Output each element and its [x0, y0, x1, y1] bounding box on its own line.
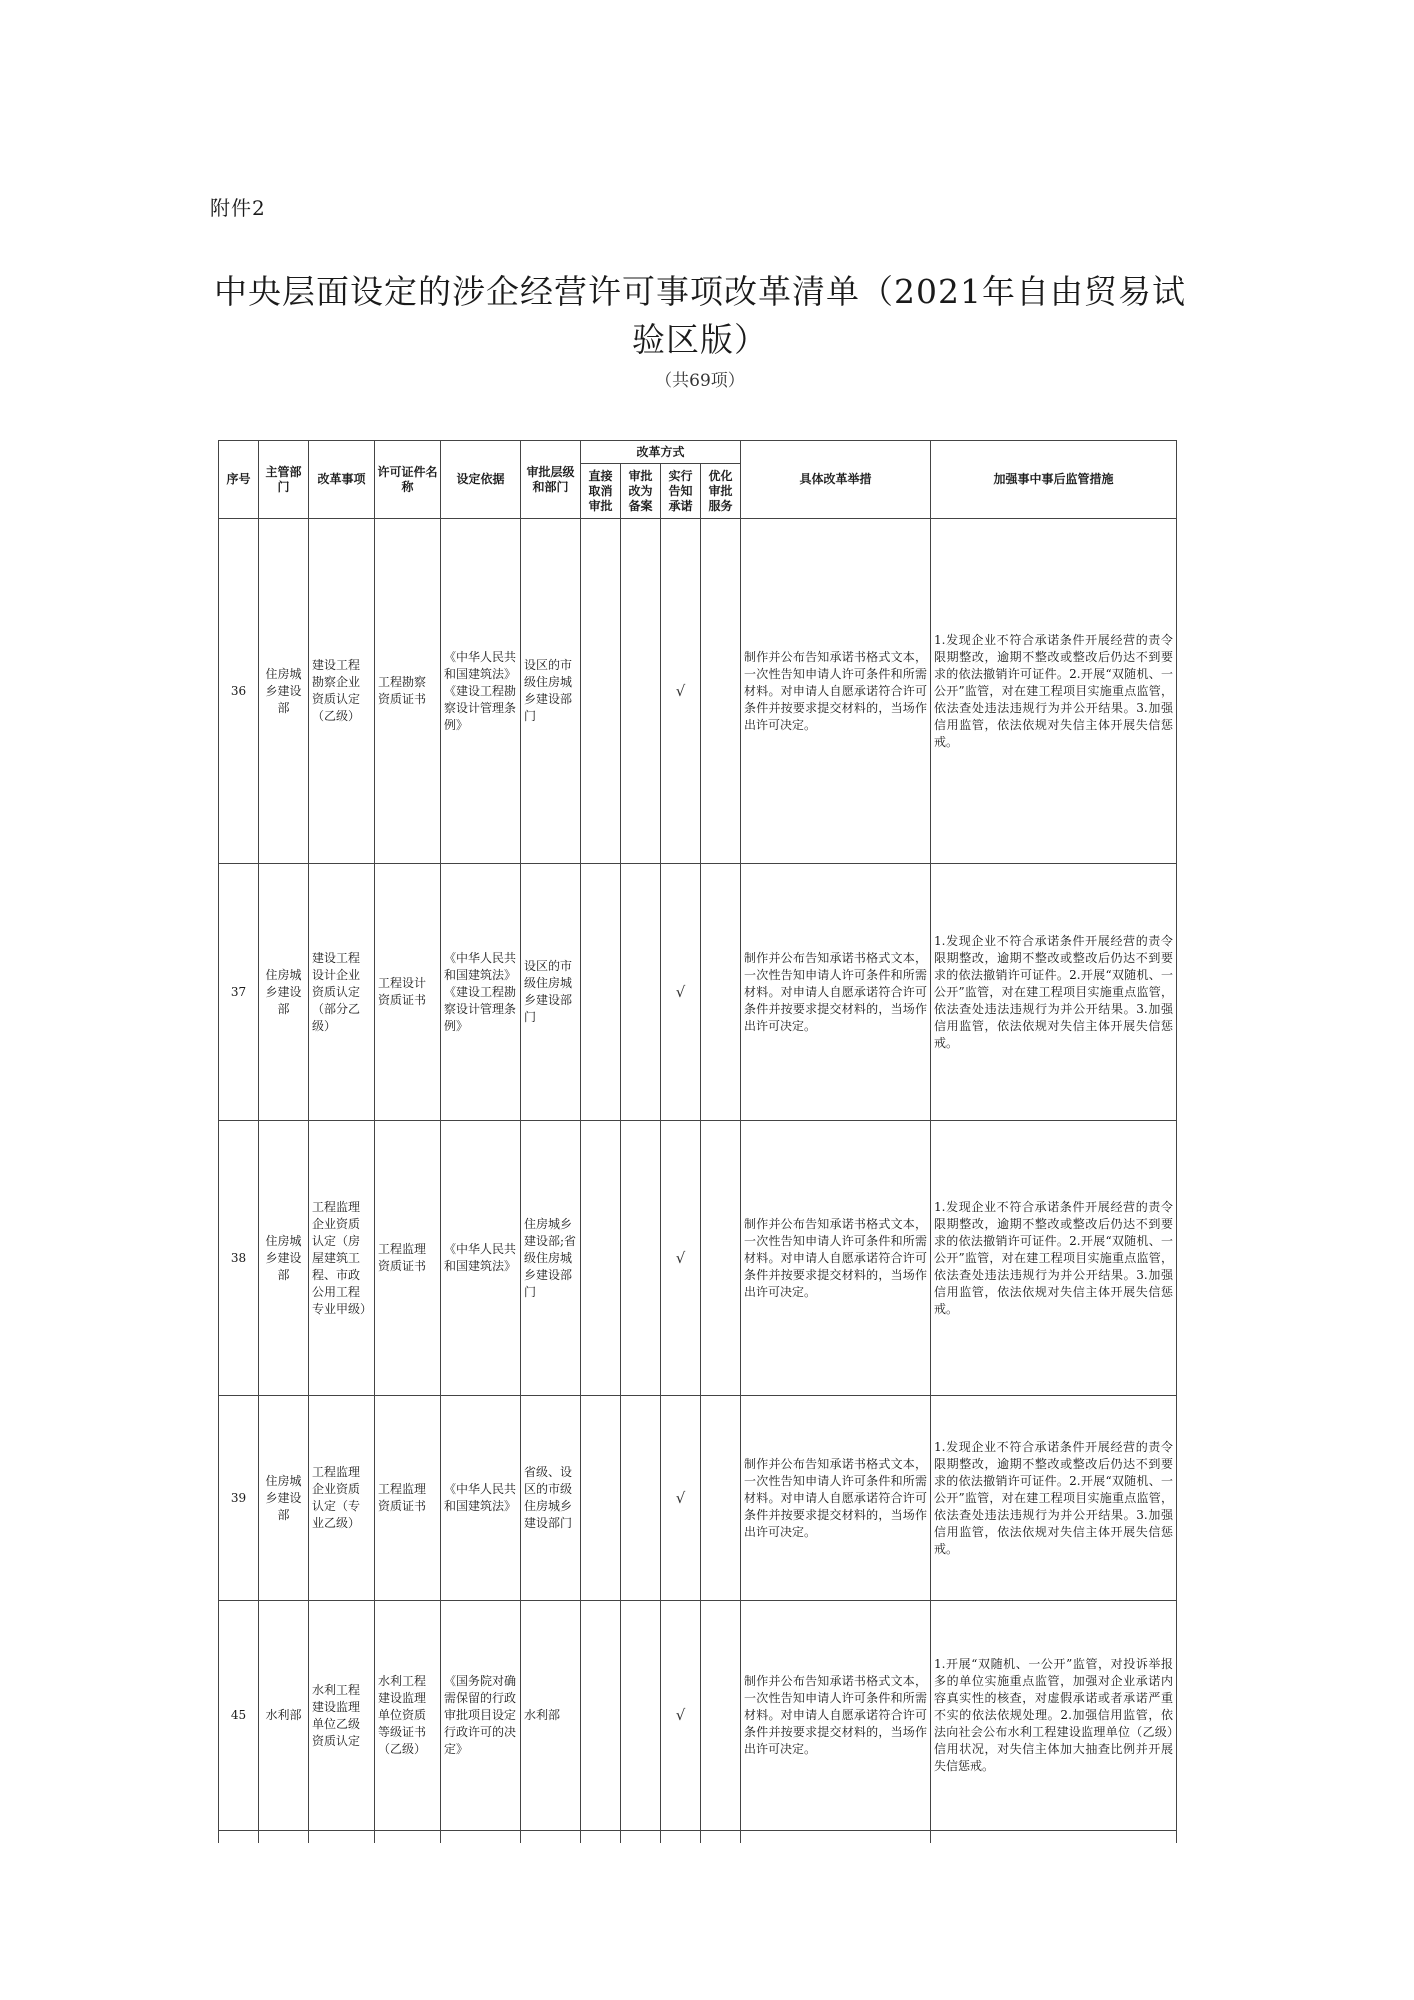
cell-item: 建设工程勘察企业资质认定（乙级）	[309, 519, 375, 864]
cell-cancel-approval	[581, 1121, 621, 1396]
header-dept: 主管部门	[259, 441, 309, 519]
cell-change-to-filing	[621, 519, 661, 864]
continuation-cell	[309, 1831, 375, 1844]
cell-seq: 38	[219, 1121, 259, 1396]
cell-seq: 45	[219, 1601, 259, 1831]
cell-approval: 住房城乡建设部;省级住房城乡建设部门	[521, 1121, 581, 1396]
continuation-cell	[741, 1831, 931, 1844]
cell-basis: 《中华人民共和国建筑法》	[441, 1121, 521, 1396]
cell-measures: 制作并公布告知承诺书格式文本，一次性告知申请人许可条件和所需材料。对申请人自愿承诺符合许可条件并按要求提交材料的，当场作出许可决定。	[741, 1121, 931, 1396]
cell-dept: 水利部	[259, 1601, 309, 1831]
cell-dept: 住房城乡建设部	[259, 1396, 309, 1601]
check-mark-icon: √	[661, 1121, 701, 1396]
cell-license: 水利工程建设监理单位资质等级证书（乙级）	[375, 1601, 441, 1831]
cell-approval: 省级、设区的市级住房城乡建设部门	[521, 1396, 581, 1601]
table-row	[219, 1396, 1177, 1601]
cell-cancel-approval	[581, 1396, 621, 1601]
cell-cancel-approval	[581, 519, 621, 864]
reform-list-table	[218, 440, 1177, 1843]
header-notification-commitment: 实行告知承诺	[661, 464, 701, 519]
header-cancel-approval: 直接取消审批	[581, 464, 621, 519]
cell-change-to-filing	[621, 864, 661, 1121]
cell-cancel-approval	[581, 1601, 621, 1831]
cell-seq: 37	[219, 864, 259, 1121]
cell-supervision: 1.发现企业不符合承诺条件开展经营的责令限期整改，逾期不整改或整改后仍达不到要求的依法撤销许可证件。2.开展“双随机、一公开”监管，对在建工程项目实施重点监管，依法查处违法违规行为并公开结果。3.加强信用监管，依法依规对失信主体开展失信惩戒。	[931, 519, 1177, 864]
header-reform-method: 改革方式	[581, 441, 741, 464]
cell-change-to-filing	[621, 1601, 661, 1831]
cell-supervision: 1.发现企业不符合承诺条件开展经营的责令限期整改，逾期不整改或整改后仍达不到要求的依法撤销许可证件。2.开展“双随机、一公开”监管，对在建工程项目实施重点监管，依法查处违法违规行为并公开结果。3.加强信用监管，依法依规对失信主体开展失信惩戒。	[931, 1121, 1177, 1396]
cell-seq: 36	[219, 519, 259, 864]
header-basis: 设定依据	[441, 441, 521, 519]
cell-approval: 设区的市级住房城乡建设部门	[521, 864, 581, 1121]
cell-optimize-service	[701, 1121, 741, 1396]
continuation-cell	[621, 1831, 661, 1844]
continuation-cell	[581, 1831, 621, 1844]
header-seq: 序号	[219, 441, 259, 519]
table-row	[219, 1121, 1177, 1396]
cell-supervision: 1.发现企业不符合承诺条件开展经营的责令限期整改，逾期不整改或整改后仍达不到要求的依法撤销许可证件。2.开展“双随机、一公开”监管，对在建工程项目实施重点监管，依法查处违法违规行为并公开结果。3.加强信用监管，依法依规对失信主体开展失信惩戒。	[931, 1396, 1177, 1601]
cell-optimize-service	[701, 864, 741, 1121]
header-optimize-service: 优化审批服务	[701, 464, 741, 519]
cell-approval: 设区的市级住房城乡建设部门	[521, 519, 581, 864]
continuation-cell	[931, 1831, 1177, 1844]
cell-cancel-approval	[581, 864, 621, 1121]
cell-dept: 住房城乡建设部	[259, 519, 309, 864]
table-row	[219, 1601, 1177, 1831]
cell-supervision: 1.开展“双随机、一公开”监管，对投诉举报多的单位实施重点监管，加强对企业承诺内容真实性的核查，对虚假承诺或者承诺严重不实的依法依规处理。2.加强信用监管，依法向社会公布水利工程建设监理单位（乙级）信用状况，对失信主体加大抽查比例并开展失信惩戒。	[931, 1601, 1177, 1831]
header-change-to-filing: 审批改为备案	[621, 464, 661, 519]
cell-optimize-service	[701, 1601, 741, 1831]
header-license: 许可证件名称	[375, 441, 441, 519]
cell-license: 工程勘察资质证书	[375, 519, 441, 864]
check-mark-icon: √	[661, 1396, 701, 1601]
continuation-cell	[521, 1831, 581, 1844]
header-item: 改革事项	[309, 441, 375, 519]
cell-measures: 制作并公布告知承诺书格式文本，一次性告知申请人许可条件和所需材料。对申请人自愿承诺符合许可条件并按要求提交材料的，当场作出许可决定。	[741, 519, 931, 864]
cell-measures: 制作并公布告知承诺书格式文本，一次性告知申请人许可条件和所需材料。对申请人自愿承诺符合许可条件并按要求提交材料的，当场作出许可决定。	[741, 1396, 931, 1601]
continuation-cell	[661, 1831, 701, 1844]
item-count: （共69项）	[655, 371, 745, 391]
check-mark-icon: √	[661, 864, 701, 1121]
cell-approval: 水利部	[521, 1601, 581, 1831]
continuation-cell	[441, 1831, 521, 1844]
cell-optimize-service	[701, 519, 741, 864]
table-row	[219, 864, 1177, 1121]
continuation-cell	[259, 1831, 309, 1844]
table-body	[219, 519, 1177, 1844]
cell-item: 建设工程设计企业资质认定（部分乙级）	[309, 864, 375, 1121]
table-row-continuation	[219, 1831, 1177, 1844]
table-header	[219, 441, 1177, 519]
cell-item: 水利工程建设监理单位乙级资质认定	[309, 1601, 375, 1831]
cell-supervision: 1.发现企业不符合承诺条件开展经营的责令限期整改，逾期不整改或整改后仍达不到要求的依法撤销许可证件。2.开展“双随机、一公开”监管，对在建工程项目实施重点监管，依法查处违法违规行为并公开结果。3.加强信用监管，依法依规对失信主体开展失信惩戒。	[931, 864, 1177, 1121]
cell-basis: 《中华人民共和国建筑法》	[441, 1396, 521, 1601]
cell-optimize-service	[701, 1396, 741, 1601]
continuation-cell	[701, 1831, 741, 1844]
cell-measures: 制作并公布告知承诺书格式文本，一次性告知申请人许可条件和所需材料。对申请人自愿承诺符合许可条件并按要求提交材料的，当场作出许可决定。	[741, 1601, 931, 1831]
cell-basis: 《中华人民共和国建筑法》《建设工程勘察设计管理条例》	[441, 519, 521, 864]
cell-basis: 《中华人民共和国建筑法》《建设工程勘察设计管理条例》	[441, 864, 521, 1121]
cell-change-to-filing	[621, 1121, 661, 1396]
cell-license: 工程监理资质证书	[375, 1121, 441, 1396]
continuation-cell	[375, 1831, 441, 1844]
cell-license: 工程设计资质证书	[375, 864, 441, 1121]
cell-basis: 《国务院对确需保留的行政审批项目设定行政许可的决定》	[441, 1601, 521, 1831]
cell-change-to-filing	[621, 1396, 661, 1601]
check-mark-icon: √	[661, 1601, 701, 1831]
cell-dept: 住房城乡建设部	[259, 864, 309, 1121]
cell-dept: 住房城乡建设部	[259, 1121, 309, 1396]
document-title: 中央层面设定的涉企经营许可事项改革清单（2021年自由贸易试验区版）	[214, 272, 1186, 359]
cell-measures: 制作并公布告知承诺书格式文本，一次性告知申请人许可条件和所需材料。对申请人自愿承诺符合许可条件并按要求提交材料的，当场作出许可决定。	[741, 864, 931, 1121]
cell-license: 工程监理资质证书	[375, 1396, 441, 1601]
table-row	[219, 519, 1177, 864]
header-supervision: 加强事中事后监管措施	[931, 441, 1177, 519]
header-measures: 具体改革举措	[741, 441, 931, 519]
cell-item: 工程监理企业资质认定（房屋建筑工程、市政公用工程专业甲级）	[309, 1121, 375, 1396]
cell-item: 工程监理企业资质认定（专业乙级）	[309, 1396, 375, 1601]
header-approval: 审批层级和部门	[521, 441, 581, 519]
attachment-label: 附件2	[210, 196, 266, 220]
continuation-cell	[219, 1831, 259, 1844]
check-mark-icon: √	[661, 519, 701, 864]
cell-seq: 39	[219, 1396, 259, 1601]
